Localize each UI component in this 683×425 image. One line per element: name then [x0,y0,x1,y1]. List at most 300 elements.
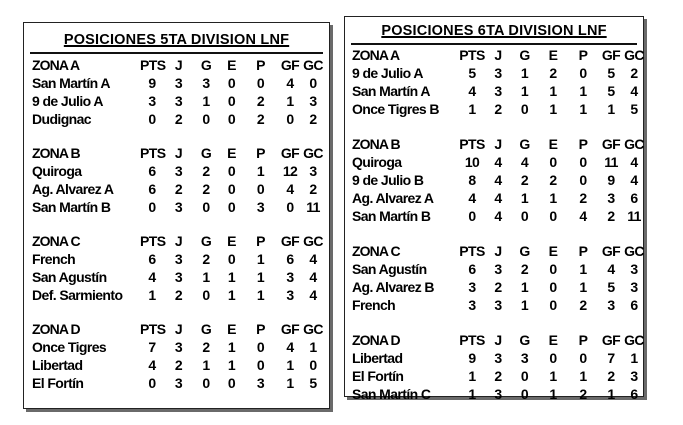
stat-cell: 3 [494,65,502,81]
stat-cell: 4 [148,357,156,373]
stat-cell: 0 [227,75,236,91]
column-header: G [200,321,212,337]
zones-container [24,56,329,392]
stat-cell: 11 [604,154,618,170]
stat-cell: 1 [148,287,156,303]
stat-cell: 2 [202,163,210,179]
team-row [24,374,329,392]
stat-cell: 3 [630,279,638,295]
column-header: J [494,243,502,259]
stat-cell: 8 [468,172,476,188]
zone-header-row [24,144,329,162]
column-header: GF [280,145,300,161]
stat-cell: 4 [630,172,638,188]
stat-cell: 0 [520,386,529,402]
team-name: Libertad [352,350,403,366]
stat-cell: 1 [256,251,265,267]
team-name: San Agustín [352,261,427,277]
stat-cell: 9 [148,75,156,91]
stat-cell: 1 [549,368,557,384]
column-header: E [227,57,236,73]
zone-block [345,46,643,118]
column-header: GC [303,321,323,337]
column-header: GF [280,233,300,249]
stat-cell: 0 [549,350,557,366]
zone-header-row [345,331,643,349]
stat-cell: 0 [227,93,236,109]
zone-header-row [345,242,643,260]
stat-cell: 1 [227,357,236,373]
column-header: E [227,321,236,337]
stat-cell: 3 [607,190,615,206]
zone-block [345,242,643,314]
stat-cell: 2 [607,368,615,384]
column-header: PTS [140,145,166,161]
stat-cell: 2 [520,261,529,277]
stat-cell: 1 [579,279,587,295]
team-row [345,189,643,207]
stat-cell: 0 [202,375,210,391]
stat-cell: 1 [202,357,210,373]
team-row [345,171,643,189]
stat-cell: 9 [468,350,476,366]
stat-cell: 12 [282,163,298,179]
team-name: San Martín A [32,75,110,91]
column-header: GC [624,332,644,348]
stat-cell: 1 [256,287,265,303]
stat-cell: 0 [549,297,557,313]
column-header: GF [601,243,621,259]
column-header: P [256,321,265,337]
zone-header-row [345,46,643,64]
stat-cell: 0 [148,199,156,215]
column-header: E [548,136,558,152]
stat-cell: 3 [607,297,615,313]
zone-name: ZONA B [352,136,400,152]
stat-cell: 3 [202,75,210,91]
team-name: El Fortín [32,375,84,391]
column-header: GC [624,243,644,259]
stat-cell: 7 [148,339,156,355]
column-header: P [578,243,588,259]
column-header: PTS [459,332,485,348]
stat-cell: 1 [549,101,557,117]
zone-header-row [24,320,329,338]
stat-cell: 0 [579,350,587,366]
stat-cell: 2 [494,101,502,117]
zone-name: ZONA C [32,233,80,249]
zone-name: ZONA A [32,57,80,73]
stat-cell: 0 [227,199,236,215]
stat-cell: 1 [256,269,265,285]
stat-cell: 0 [309,75,317,91]
column-header: P [256,233,265,249]
stat-cell: 1 [202,269,210,285]
column-header: GC [624,136,644,152]
stat-cell: 4 [309,251,317,267]
team-row [24,92,329,110]
stat-cell: 2 [494,368,502,384]
team-row [345,278,643,296]
stat-cell: 5 [607,65,615,81]
column-header: P [578,47,588,63]
zone-name: ZONA D [352,332,400,348]
column-header: E [548,332,558,348]
stat-cell: 1 [579,261,587,277]
stat-cell: 1 [286,93,294,109]
column-header: GF [280,57,300,73]
team-row [24,180,329,198]
team-name: Def. Sarmiento [32,287,123,303]
team-row [24,198,329,216]
stat-cell: 0 [256,181,265,197]
stat-cell: 2 [549,65,557,81]
stat-cell: 0 [520,368,529,384]
column-header: E [548,47,558,63]
team-row [24,356,329,374]
column-header: E [227,145,236,161]
stat-cell: 0 [256,357,265,373]
stat-cell: 2 [202,181,210,197]
stat-cell: 5 [309,375,317,391]
team-name: El Fortín [352,368,404,384]
stat-cell: 4 [607,261,615,277]
stat-cell: 3 [174,199,183,215]
stat-cell: 4 [494,190,502,206]
panel-title: POSICIONES 5TA DIVISION LNF [63,32,290,48]
team-row [345,385,643,403]
team-name: Once Tigres [32,339,107,355]
stat-cell: 0 [227,163,236,179]
team-name: Ag. Alvarez A [352,190,434,206]
stat-cell: 2 [174,357,183,373]
team-row [24,110,329,128]
stat-cell: 1 [549,83,557,99]
stat-cell: 4 [630,154,638,170]
stat-cell: 3 [494,350,502,366]
stat-cell: 3 [174,339,183,355]
stat-cell: 0 [256,75,265,91]
stat-cell: 6 [630,386,638,402]
column-header: G [519,47,530,63]
stat-cell: 0 [227,375,236,391]
stat-cell: 6 [468,261,476,277]
zone-block [345,135,643,225]
stat-cell: 1 [202,93,210,109]
team-row [345,296,643,314]
team-name: 9 de Julio B [352,172,424,188]
panel-title: POSICIONES 6TA DIVISION LNF [381,23,607,39]
stat-cell: 2 [607,208,615,224]
stat-cell: 10 [464,154,480,170]
stat-cell: 3 [494,386,502,402]
stat-cell: 2 [549,172,557,188]
team-row [345,367,643,385]
stat-cell: 0 [227,251,236,267]
column-header: G [200,57,212,73]
team-name: San Martín B [32,199,111,215]
stat-cell: 1 [227,269,236,285]
column-header: GF [280,321,300,337]
team-name: San Martín B [352,208,431,224]
stat-cell: 0 [227,181,236,197]
column-header: GC [303,57,323,73]
stat-cell: 4 [148,269,156,285]
stat-cell: 4 [494,154,502,170]
stat-cell: 3 [174,251,183,267]
column-header: J [174,233,183,249]
stat-cell: 3 [256,199,265,215]
team-name: Ag. Alvarez B [352,279,434,295]
stat-cell: 1 [607,386,615,402]
stat-cell: 3 [468,279,476,295]
column-header: PTS [459,136,485,152]
stat-cell: 1 [520,83,529,99]
column-header: GC [303,145,323,161]
stat-cell: 5 [607,279,615,295]
stat-cell: 0 [227,111,236,127]
team-name: Quiroga [352,154,402,170]
stat-cell: 1 [468,101,476,117]
stat-cell: 0 [549,154,557,170]
stat-cell: 0 [202,287,210,303]
stat-cell: 2 [494,279,502,295]
stat-cell: 11 [306,199,320,215]
team-row [345,100,643,118]
stat-cell: 1 [256,163,265,179]
team-name: French [32,251,76,267]
team-name: San Martín C [352,386,431,402]
team-name: Dudignac [32,111,91,127]
stat-cell: 1 [286,357,294,373]
stat-cell: 0 [286,111,294,127]
stat-cell: 0 [286,199,294,215]
stat-cell: 1 [520,279,529,295]
stat-cell: 4 [286,75,294,91]
zone-block [24,144,329,216]
stat-cell: 1 [549,386,557,402]
stat-cell: 3 [520,350,529,366]
zone-name: ZONA B [32,145,80,161]
stat-cell: 1 [579,368,587,384]
stat-cell: 3 [148,93,156,109]
stat-cell: 4 [309,287,317,303]
stat-cell: 0 [579,154,587,170]
column-header: PTS [140,233,166,249]
team-row [345,207,643,225]
stat-cell: 0 [579,65,587,81]
stat-cell: 0 [148,375,156,391]
team-row [24,286,329,304]
stat-cell: 0 [579,172,587,188]
stat-cell: 0 [148,111,156,127]
stat-cell: 4 [309,269,317,285]
stat-cell: 6 [148,251,156,267]
stat-cell: 4 [630,83,638,99]
column-header: PTS [140,57,166,73]
stat-cell: 2 [630,65,638,81]
team-name: San Agustín [32,269,107,285]
zone-header-row [345,135,643,153]
stat-cell: 1 [579,101,587,117]
stat-cell: 2 [256,93,265,109]
zone-name: ZONA A [352,47,400,63]
stat-cell: 2 [202,251,210,267]
team-row [345,260,643,278]
stat-cell: 0 [468,208,476,224]
stat-cell: 0 [256,339,265,355]
zones-container [345,46,643,403]
stat-cell: 4 [468,190,476,206]
stat-cell: 3 [309,163,317,179]
stat-cell: 3 [494,261,502,277]
stat-cell: 1 [549,190,557,206]
column-header: J [174,145,183,161]
zone-block [345,331,643,403]
stat-cell: 3 [174,163,183,179]
zone-block [24,232,329,304]
standings-panel-5ta [23,22,330,409]
zone-name: ZONA D [32,321,80,337]
stat-cell: 2 [309,181,317,197]
stat-cell: 6 [286,251,294,267]
column-header: P [256,145,265,161]
stat-cell: 9 [607,172,615,188]
column-header: G [519,332,530,348]
column-header: G [200,145,212,161]
stat-cell: 1 [468,368,476,384]
stat-cell: 0 [549,208,557,224]
column-header: GC [624,47,644,63]
stat-cell: 4 [286,181,294,197]
stat-cell: 1 [579,83,587,99]
column-header: G [519,243,530,259]
stat-cell: 5 [468,65,476,81]
stat-cell: 0 [549,261,557,277]
column-header: J [494,136,502,152]
stat-cell: 2 [579,297,587,313]
column-header: P [256,57,265,73]
column-header: G [200,233,212,249]
stat-cell: 1 [227,287,236,303]
stat-cell: 4 [494,172,502,188]
stat-cell: 2 [309,111,317,127]
stat-cell: 0 [202,111,210,127]
title-divider [351,43,637,45]
stat-cell: 3 [494,83,502,99]
stat-cell: 1 [520,297,529,313]
team-row [345,64,643,82]
stat-cell: 11 [627,208,641,224]
zone-header-row [24,232,329,250]
stat-cell: 3 [309,93,317,109]
stat-cell: 6 [630,190,638,206]
column-header: GF [601,332,621,348]
stat-cell: 3 [468,297,476,313]
team-name: French [352,297,396,313]
stat-cell: 1 [520,190,529,206]
stat-cell: 4 [494,208,502,224]
column-header: J [174,57,183,73]
stat-cell: 5 [630,101,638,117]
stat-cell: 3 [256,375,265,391]
team-row [24,162,329,180]
column-header: GC [303,233,323,249]
stat-cell: 0 [202,199,210,215]
stat-cell: 7 [607,350,615,366]
stat-cell: 1 [309,339,317,355]
team-row [24,74,329,92]
stat-cell: 2 [520,172,529,188]
zone-block [24,56,329,128]
zone-block [24,320,329,392]
team-row [24,268,329,286]
zone-name: ZONA C [352,243,400,259]
stat-cell: 0 [520,208,529,224]
stat-cell: 6 [148,163,156,179]
stat-cell: 0 [309,357,317,373]
stat-cell: 2 [174,181,183,197]
team-name: Ag. Alvarez A [32,181,114,197]
team-name: San Martín A [352,83,430,99]
stat-cell: 0 [549,279,557,295]
stat-cell: 2 [579,386,587,402]
stat-cell: 3 [174,375,183,391]
title-divider [30,52,323,54]
stat-cell: 4 [468,83,476,99]
stat-cell: 4 [520,154,529,170]
stat-cell: 3 [630,368,638,384]
team-row [345,82,643,100]
team-row [24,250,329,268]
stat-cell: 1 [286,375,294,391]
stat-cell: 3 [494,297,502,313]
stat-cell: 1 [520,65,529,81]
stat-cell: 5 [607,83,615,99]
column-header: GF [601,136,621,152]
stat-cell: 1 [227,339,236,355]
stat-cell: 3 [630,261,638,277]
stat-cell: 2 [256,111,265,127]
stat-cell: 3 [286,269,294,285]
column-header: J [494,332,502,348]
stat-cell: 0 [520,101,529,117]
stat-cell: 6 [630,297,638,313]
stat-cell: 4 [579,208,587,224]
stat-cell: 4 [286,339,294,355]
team-row [345,349,643,367]
team-name: Libertad [32,357,83,373]
column-header: E [227,233,236,249]
team-row [345,153,643,171]
column-header: PTS [140,321,166,337]
standings-panel-6ta [344,16,644,402]
column-header: PTS [459,47,485,63]
column-header: PTS [459,243,485,259]
team-name: Quiroga [32,163,82,179]
column-header: G [519,136,530,152]
column-header: J [494,47,502,63]
stat-cell: 2 [202,339,210,355]
stat-cell: 2 [579,190,587,206]
team-name: 9 de Julio A [352,65,423,81]
team-name: 9 de Julio A [32,93,103,109]
stat-cell: 6 [148,181,156,197]
column-header: E [548,243,558,259]
stat-cell: 1 [630,350,638,366]
column-header: GF [601,47,621,63]
stat-cell: 2 [174,111,183,127]
